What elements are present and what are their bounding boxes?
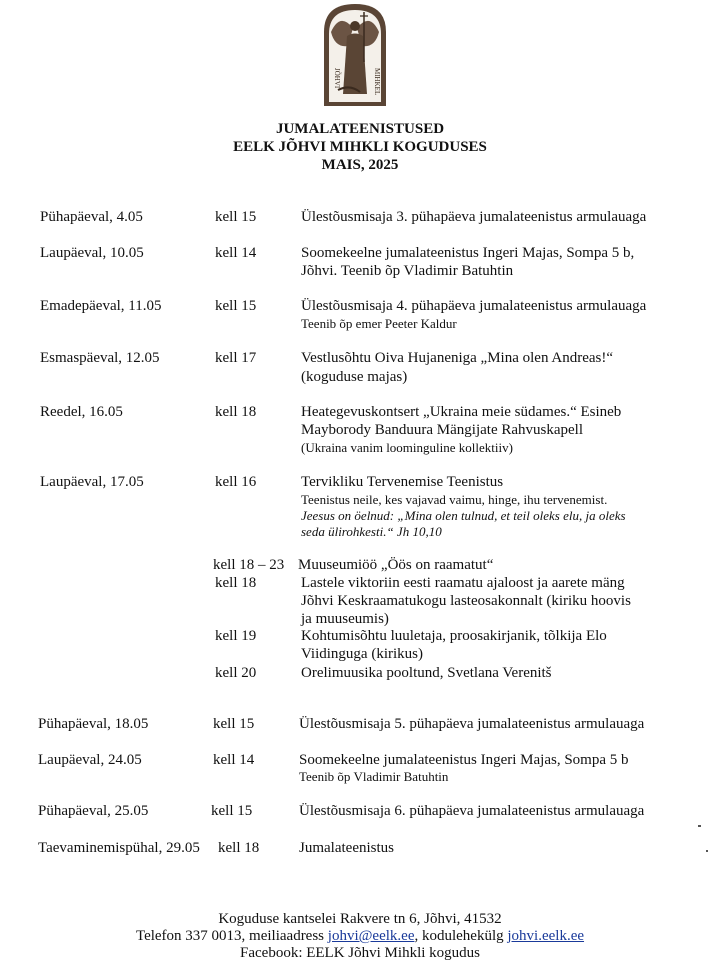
event-time: kell 15 [213,716,255,732]
event-date: Taevaminemispühal, 29.05 [38,840,200,856]
event-note: Teenistus neile, kes vajavad vaimu, hinge, ihu tervenemist. [301,492,608,507]
scan-speck [706,850,708,852]
footer-facebook: Facebook: EELK Jõhvi Mihkli kogudus [240,945,480,961]
event-note: Teenib õp emer Peeter Kaldur [301,316,457,331]
sub-event-time: kell 19 [215,628,257,644]
event-date: Reedel, 16.05 [40,404,123,420]
event-date: Laupäeval, 24.05 [38,752,142,768]
scripture-quote: Jeesus on öelnud: „Mina olen tulnud, et teil oleks elu, ja oleks [301,508,626,523]
footer-address: Koguduse kantselei Rakvere tn 6, Jõhvi, 41532 [218,911,502,927]
event-description: Soomekeelne jumalateenistus Ingeri Majas, Sompa 5 b [299,752,629,768]
sub-event-description-line-2: Jõhvi Keskraamatukogu lasteosakonnalt (kiriku hoovis [301,593,631,609]
museum-night-title: Muuseumiöö „Öös on raamatut“ [298,557,494,573]
event-date: Emadepäeval, 11.05 [40,298,162,314]
event-description: Tervikliku Tervenemise Teenistus [301,474,504,490]
sub-event-time: kell 20 [215,665,257,681]
event-description: Soomekeelne jumalateenistus Ingeri Majas, Sompa 5 b, [301,245,635,261]
heading-line-3: MAIS, 2025 [321,157,399,173]
church-logo [320,2,390,106]
svg-text:JÕHVI: JÕHVI [333,68,341,89]
event-time: kell 18 [218,840,260,856]
event-description: Heategevuskontsert „Ukraina meie südames.“ Esineb [301,404,622,420]
event-note: (Ukraina vanim loominguline kollektiiv) [301,440,513,455]
sub-event-description: Kohtumisõhtu luuletaja, proosakirjanik, tõlkija Elo [301,628,607,644]
event-time: kell 15 [211,803,253,819]
sub-event-description: Lastele viktoriin eesti raamatu ajaloost ja aarete mäng [301,575,625,591]
svg-text:MIHKEL: MIHKEL [373,68,381,96]
heading-line-1: JUMALATEENISTUSED [275,121,445,137]
footer-separator: , kodulehekülg [414,928,508,944]
event-date: Esmaspäeval, 12.05 [40,350,160,366]
event-time: kell 14 [213,752,255,768]
event-description: Jumalateenistus [299,840,394,856]
event-description: Vestlusõhtu Oiva Hujaneniga „Mina olen Andreas!“ [301,350,614,366]
sub-event-time: kell 18 [215,575,257,591]
event-description-line-2: Jõhvi. Teenib õp Vladimir Batuhtin [301,263,514,279]
museum-night-time: kell 18 – 23 [213,557,285,573]
footer-contacts [0,927,720,945]
event-time: kell 14 [215,245,257,261]
event-date: Laupäeval, 17.05 [40,474,144,490]
event-time: kell 15 [215,298,257,314]
heading-line-2: EELK JÕHVI MIHKLI KOGUDUSES [233,139,487,155]
event-time: kell 17 [215,350,257,366]
footer-phone: Telefon 337 0013, meiliaadress [135,928,328,944]
sub-event-description: Orelimuusika pooltund, Svetlana Verenitš [301,665,552,681]
event-description-line-2: Mayborody Banduura Mängijate Rahvuskapell [301,422,584,438]
event-date: Pühapäeval, 25.05 [38,803,149,819]
event-description: Ülestõusmisaja 5. pühapäeva jumalateenistus armulauaga [299,716,645,732]
sub-event-description-line-3: ja muuseumis) [301,611,389,627]
website-link[interactable]: johvi.eelk.ee [507,928,585,944]
email-link[interactable]: johvi@eelk.ee [327,928,415,944]
event-description: Ülestõusmisaja 3. pühapäeva jumalateenistus armulauaga [301,209,647,225]
event-note: Teenib õp Vladimir Batuhtin [299,769,449,784]
scripture-quote-line-2: seda ülirohkesti.“ Jh 10,10 [301,524,442,539]
event-time: kell 16 [215,474,257,490]
event-date: Pühapäeval, 18.05 [38,716,149,732]
event-description-line-2: (koguduse majas) [301,369,408,385]
event-description: Ülestõusmisaja 6. pühapäeva jumalateenistus armulauaga [299,803,645,819]
event-date: Laupäeval, 10.05 [40,245,144,261]
sub-event-description-line-2: Viidinguga (kirikus) [301,646,423,662]
event-date: Pühapäeval, 4.05 [40,209,143,225]
event-time: kell 15 [215,209,257,225]
event-time: kell 18 [215,404,257,420]
event-description: Ülestõusmisaja 4. pühapäeva jumalateenistus armulauaga [301,298,647,314]
scan-speck [698,825,701,827]
